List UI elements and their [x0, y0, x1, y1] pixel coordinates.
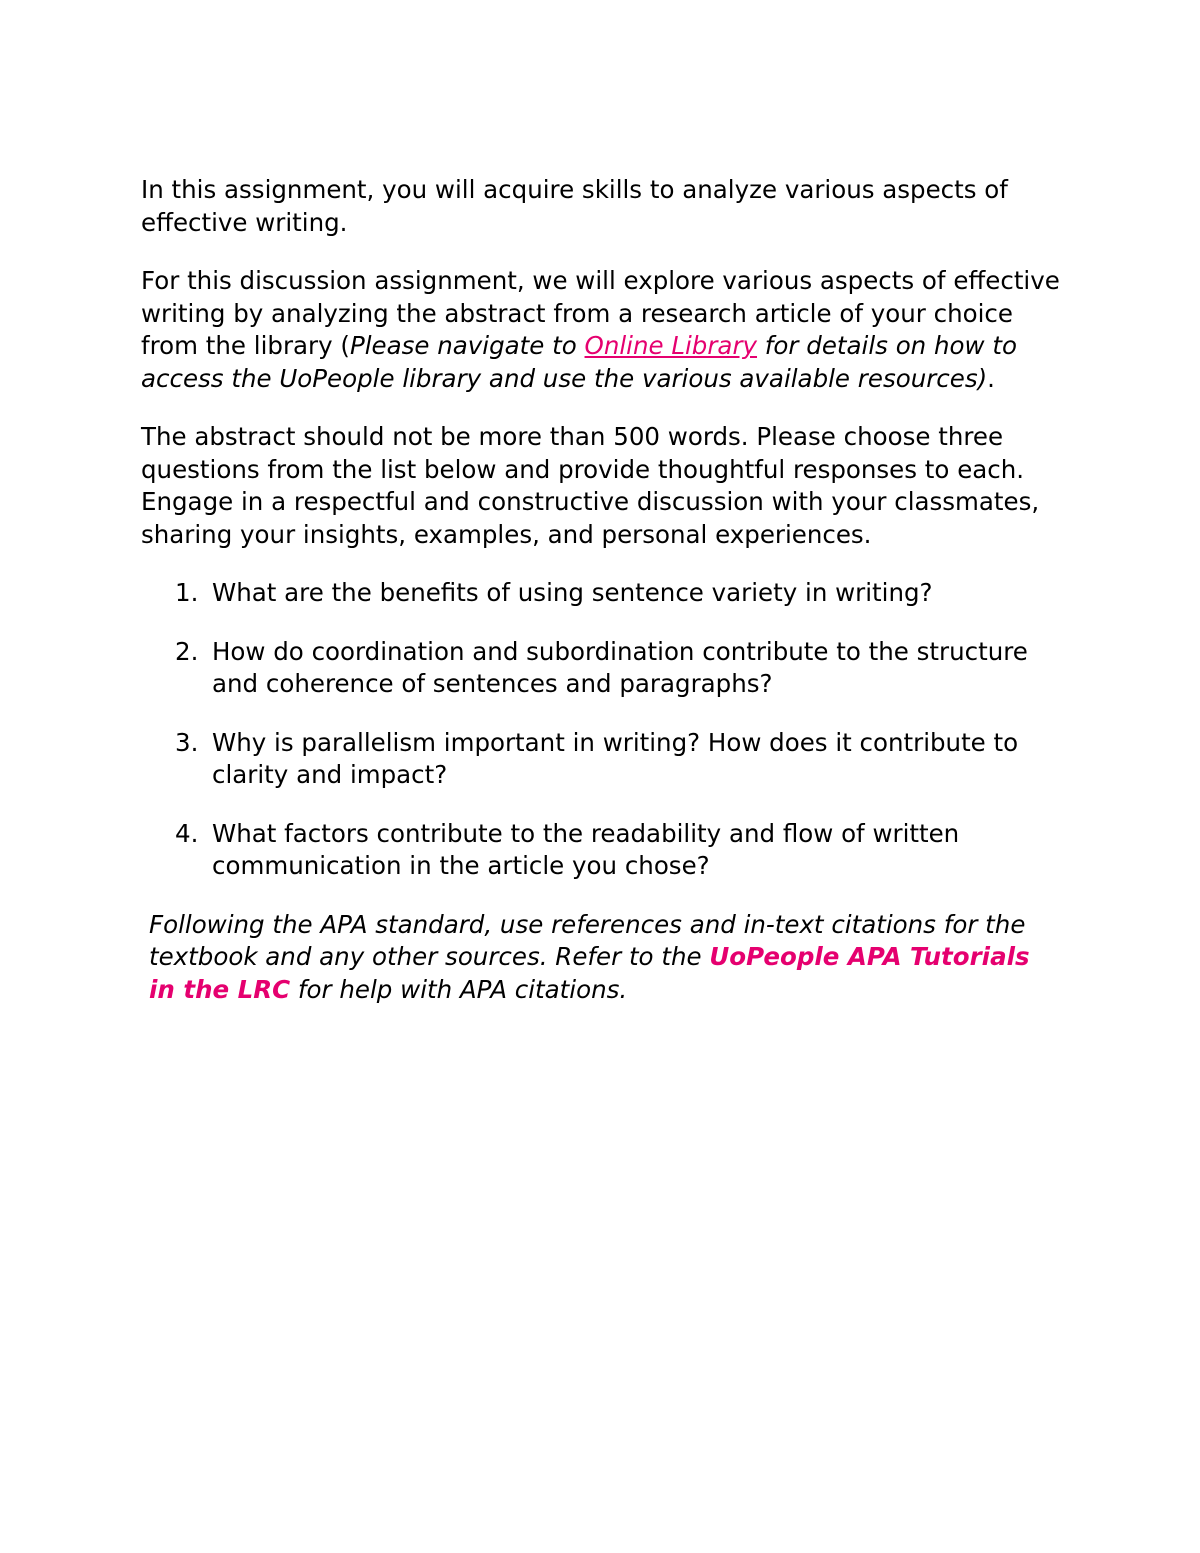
- question-number: 1.: [175, 578, 199, 607]
- closing-tail-text: for help with APA citations.: [290, 974, 628, 1004]
- question-number: 4.: [175, 818, 199, 848]
- discussion-text: For this discussion assignment, we will explore various aspects of effective writing by analyzing the abstract from a research article of your choice from the library (: [141, 266, 1060, 360]
- list-item: [141, 636, 1060, 701]
- question-number: 2.: [175, 636, 199, 666]
- list-item: [141, 727, 1060, 792]
- apa-tutorials-link[interactable]: UoPeople APA Tutorials in the LRC: [149, 942, 1030, 1004]
- question-text: What are the benefits of using sentence variety in writing?: [212, 578, 933, 607]
- question-text: How do coordination and subordination contribute to the structure and coherence of sentences and paragraphs?: [212, 636, 1028, 698]
- question-text: Why is parallelism important in writing? How does it contribute to clarity and impact?: [212, 727, 1019, 789]
- intro-paragraph: In this assignment, you will acquire skills to analyze various aspects of effective writing.: [141, 175, 1008, 237]
- closing-paragraph: [141, 909, 1060, 1007]
- question-number: 3.: [175, 727, 199, 757]
- discussion-paragraph: For this discussion assignment, we will explore various aspects of effective writing by analyzing the abstract from a research article of your choice from the library (Please navigate to Online Library for details on how to access the UoPeople library and use the various available resources).: [141, 266, 1060, 393]
- closing-text: Following the APA standard, use references and in-text citations for the textbook and any other sources. Refer to the: [149, 909, 1026, 971]
- question-text: What factors contribute to the readability and flow of written communication in the article you chose?: [212, 818, 960, 880]
- list-item: [141, 818, 1060, 883]
- online-library-link[interactable]: Online Library: [584, 331, 758, 360]
- abstract-instructions-paragraph: The abstract should not be more than 500 words. Please choose three questions from the list below and provide thoughtful responses to each. Engage in a respectful and constructive discussion with your classmates, sharing your insights, examples, and personal experiences.: [141, 422, 1040, 549]
- list-item: [141, 577, 1060, 610]
- questions-list: [141, 577, 1060, 883]
- discussion-italic-text: Please navigate to Online Library for details on how to access the UoPeople library and use the various available resources): [141, 331, 1017, 393]
